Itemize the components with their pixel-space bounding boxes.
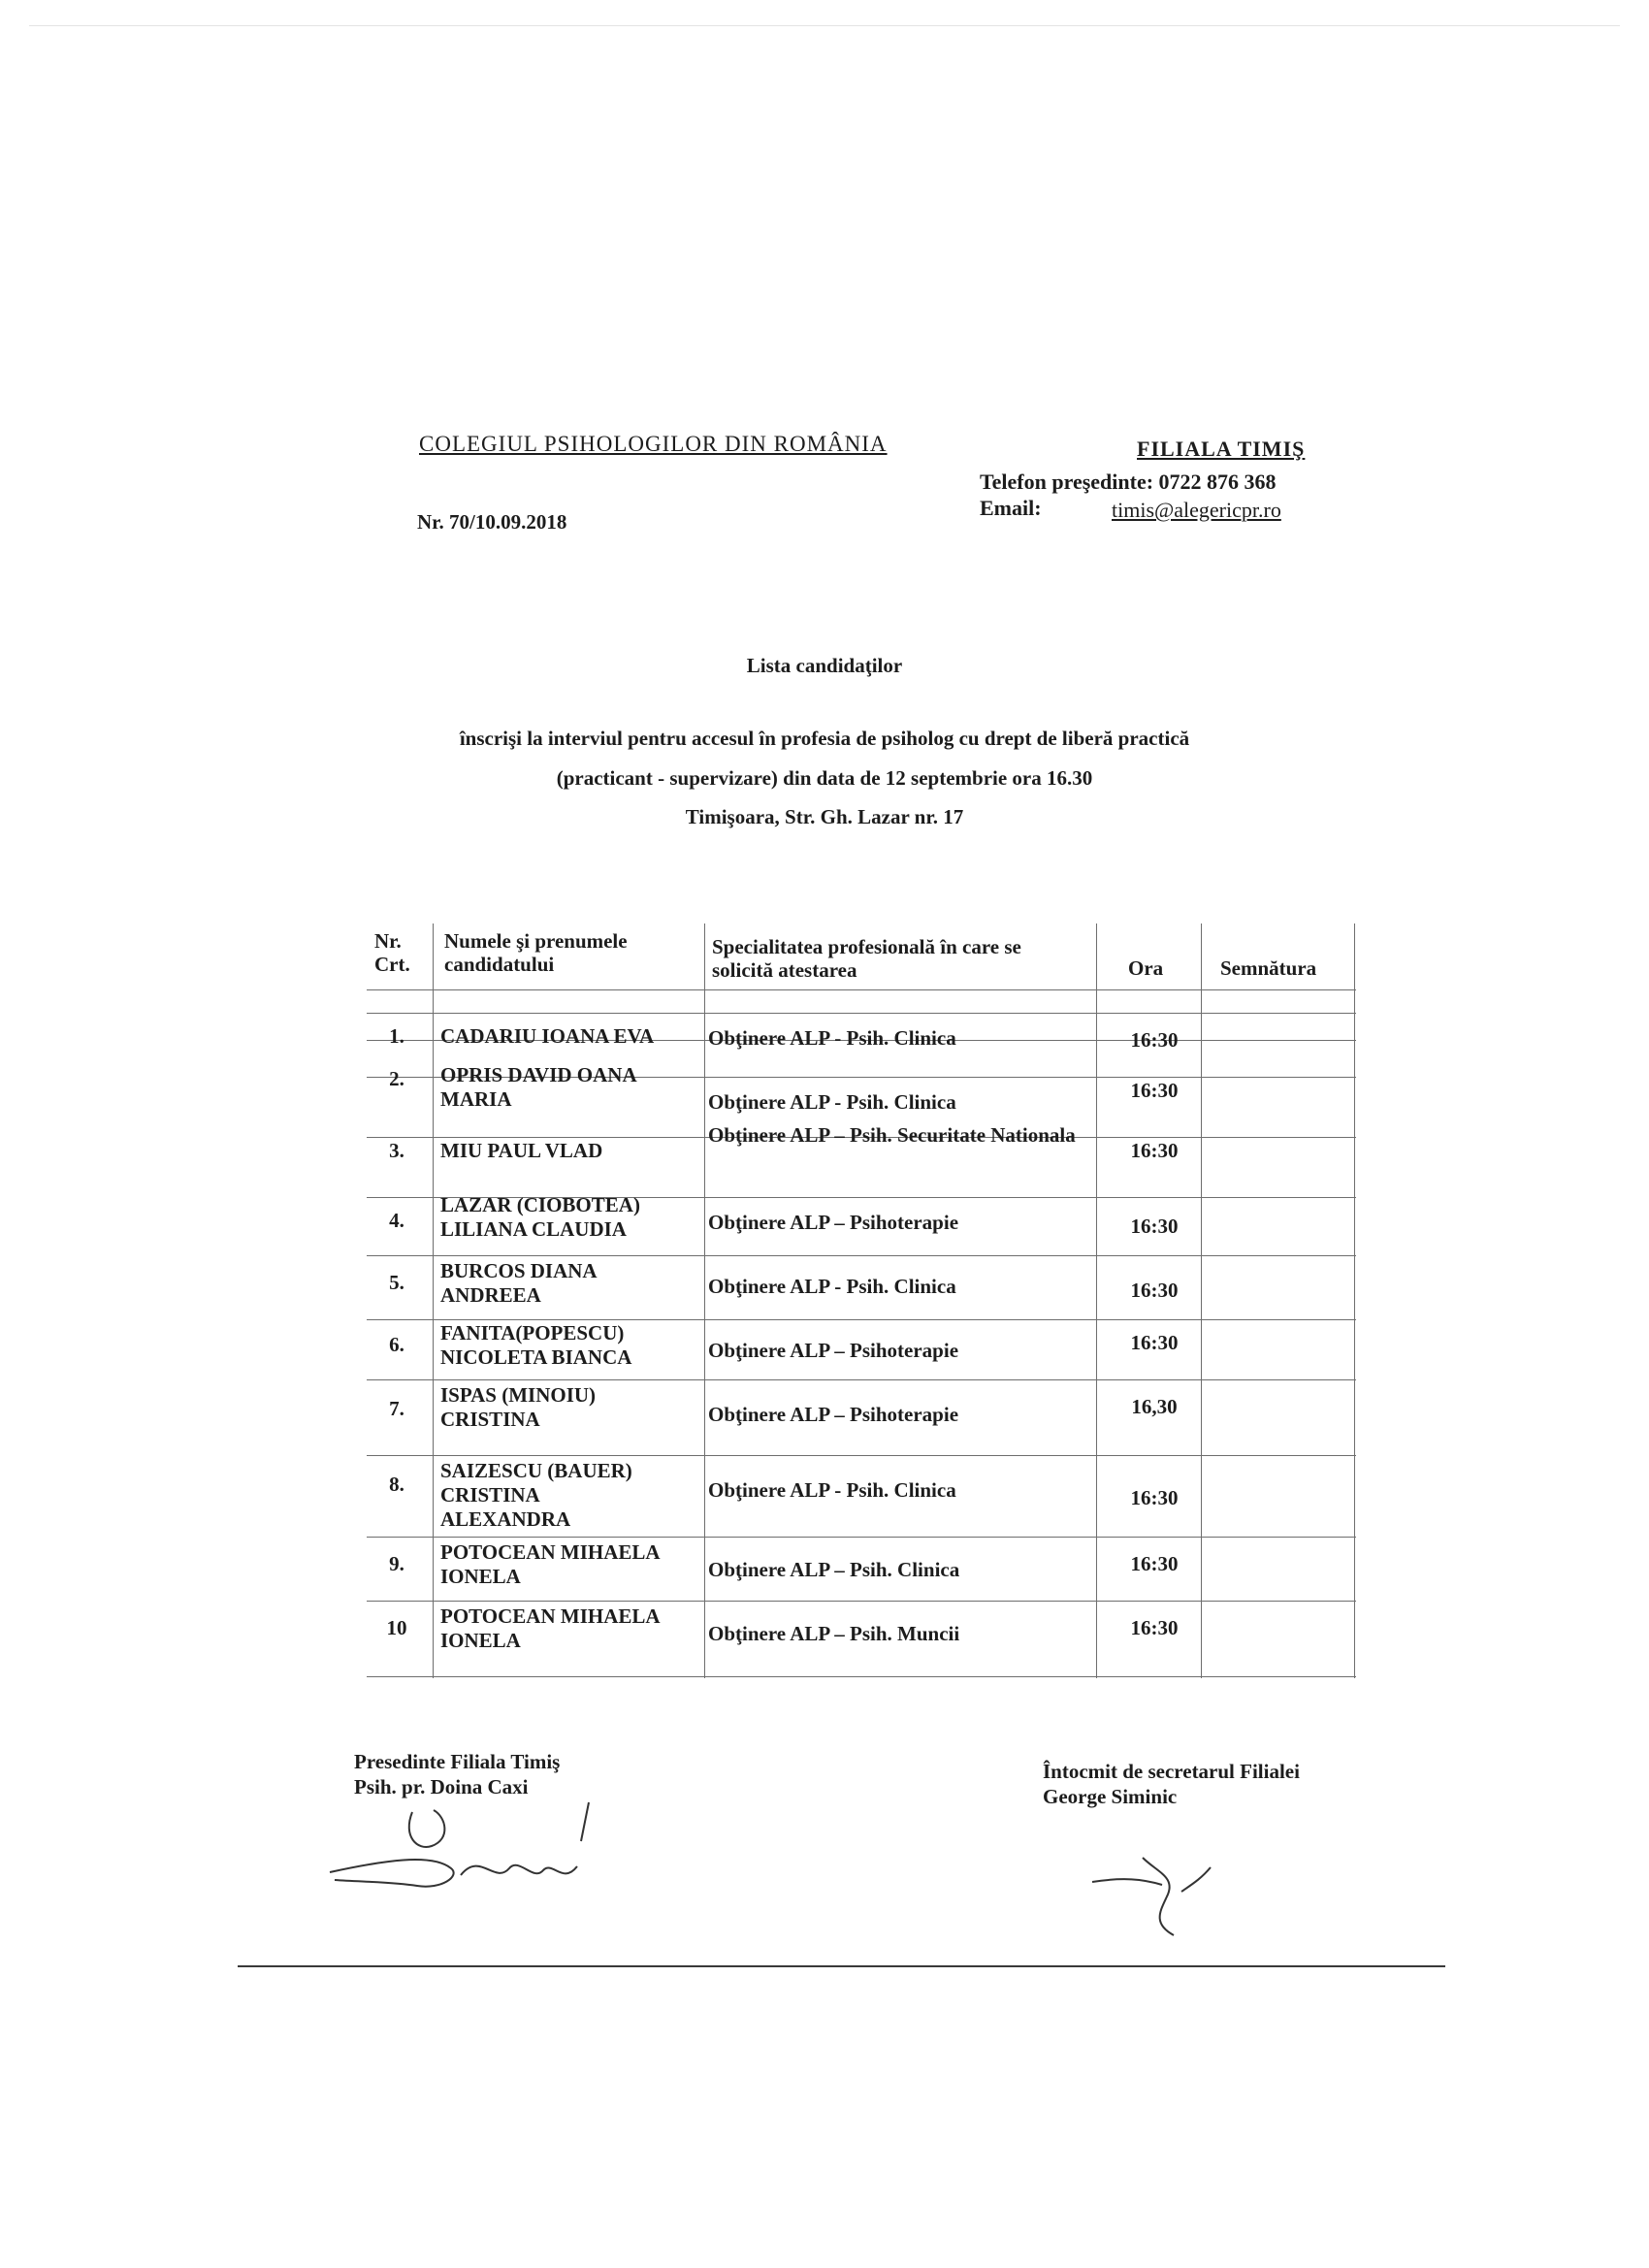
header-nr-line: Crt.	[374, 953, 410, 976]
candidate-time: 16:30	[1130, 1279, 1179, 1302]
candidate-name: OPRIS DAVID OANA MARIA	[440, 1063, 636, 1111]
candidate-name: BURCOS DIANA ANDREEA	[440, 1259, 597, 1307]
organization-name: COLEGIUL PSIHOLOGILOR DIN ROMÂNIA	[419, 432, 888, 456]
row-number: 1.	[389, 1024, 404, 1048]
table-divider	[367, 1601, 1356, 1602]
candidate-name: SAIZESCU (BAUER) CRISTINA ALEXANDRA	[440, 1459, 632, 1531]
list-title: Lista candidaţilor	[746, 654, 903, 677]
candidate-name: MIU PAUL VLAD	[440, 1139, 603, 1162]
candidate-name: LAZAR (CIOBOTEA) LILIANA CLAUDIA	[440, 1193, 640, 1241]
candidate-time: 16:30	[1130, 1028, 1179, 1052]
table-divider	[367, 1255, 1356, 1256]
candidate-time: 16:30	[1130, 1139, 1179, 1162]
secretary-name: George Siminic	[1043, 1785, 1178, 1808]
table-divider	[367, 989, 1356, 990]
candidate-name: CADARIU IOANA EVA	[440, 1024, 655, 1048]
candidate-speciality: Obţinere ALP - Psih. Clinica	[708, 1026, 956, 1050]
row-number: 5.	[389, 1271, 404, 1294]
candidates-table	[367, 923, 1356, 1678]
table-divider	[1354, 923, 1355, 1678]
header-name-line: candidatului	[444, 953, 555, 976]
candidate-time: 16:30	[1130, 1331, 1179, 1354]
table-divider	[367, 1537, 1356, 1538]
subtitle-line-1: înscrişi la interviul pentru accesul în profesia de psiholog cu drept de liberă practică	[459, 727, 1190, 750]
candidate-speciality: Obţinere ALP – Psih. Clinica	[708, 1558, 960, 1581]
president-phone: Telefon preşedinte: 0722 876 368	[980, 470, 1277, 494]
header-speciality	[712, 935, 1021, 982]
row-number: 8.	[389, 1473, 404, 1496]
president-name: Psih. pr. Doina Caxi	[354, 1775, 529, 1798]
candidate-name: ISPAS (MINOIU) CRISTINA	[440, 1383, 597, 1431]
header-semnatura: Semnătura	[1220, 956, 1317, 980]
secretary-title: Întocmit de secretarul Filialei	[1043, 1760, 1300, 1783]
candidate-speciality: Obţinere ALP – Psihoterapie	[708, 1339, 959, 1362]
candidate-name: POTOCEAN MIHAELA IONELA	[440, 1540, 660, 1588]
candidate-speciality: Obţinere ALP – Psih. Securitate Nationala	[708, 1123, 1076, 1147]
branch-name: FILIALA TIMIŞ	[1137, 437, 1306, 461]
candidate-time: 16:30	[1130, 1079, 1179, 1102]
table-divider	[367, 1013, 1356, 1014]
header-spec-line: solicită atestarea	[712, 958, 857, 982]
table-divider	[433, 923, 434, 1678]
row-number: 9.	[389, 1552, 404, 1575]
row-number: 7.	[389, 1397, 404, 1420]
candidate-time: 16:30	[1130, 1616, 1179, 1639]
subtitle-line-2: (practicant - supervizare) din data de 12 septembrie ora 16.30	[556, 766, 1093, 790]
candidate-speciality: Obţinere ALP - Psih. Clinica	[708, 1090, 956, 1114]
candidate-name: FANITA(POPESCU) NICOLETA BIANCA	[440, 1321, 632, 1369]
candidate-speciality: Obţinere ALP - Psih. Clinica	[708, 1478, 956, 1502]
header-spec-line: Specialitatea profesională în care se	[712, 935, 1021, 958]
row-number: 10	[386, 1616, 407, 1639]
candidate-speciality: Obţinere ALP – Psihoterapie	[708, 1211, 959, 1234]
table-divider	[367, 1455, 1356, 1456]
candidate-time: 16:30	[1130, 1215, 1179, 1238]
header-nr	[374, 929, 410, 976]
scan-top-edge	[29, 25, 1620, 26]
candidate-speciality: Obţinere ALP – Psih. Muncii	[708, 1622, 960, 1645]
table-divider	[367, 1676, 1356, 1677]
table-divider	[367, 1319, 1356, 1320]
candidate-speciality: Obţinere ALP – Psihoterapie	[708, 1403, 959, 1426]
row-number: 3.	[389, 1139, 404, 1162]
header-name	[444, 929, 628, 976]
candidate-time: 16,30	[1131, 1395, 1178, 1418]
header-nr-line: Nr.	[374, 929, 402, 953]
secretary-signature	[1084, 1838, 1230, 1945]
president-signature	[325, 1793, 606, 1899]
row-number: 6.	[389, 1333, 404, 1356]
candidate-speciality: Obţinere ALP - Psih. Clinica	[708, 1275, 956, 1298]
candidate-name: POTOCEAN MIHAELA IONELA	[440, 1604, 660, 1652]
email-address: timis@alegericpr.ro	[1112, 498, 1281, 522]
candidate-time: 16:30	[1130, 1486, 1179, 1509]
document-number: Nr. 70/10.09.2018	[417, 510, 567, 534]
subtitle-line-3: Timişoara, Str. Gh. Lazar nr. 17	[685, 805, 964, 828]
row-number: 4.	[389, 1209, 404, 1232]
secretary-block	[1043, 1759, 1300, 1809]
email-label: Email:	[980, 496, 1042, 520]
header-ora: Ora	[1128, 956, 1164, 980]
table-divider	[367, 1379, 1356, 1380]
row-number: 2.	[389, 1067, 404, 1090]
president-title: Presedinte Filiala Timiş	[354, 1750, 561, 1773]
bottom-rule	[238, 1965, 1445, 1967]
header-name-line: Numele şi prenumele	[444, 929, 628, 953]
candidate-time: 16:30	[1130, 1552, 1179, 1575]
